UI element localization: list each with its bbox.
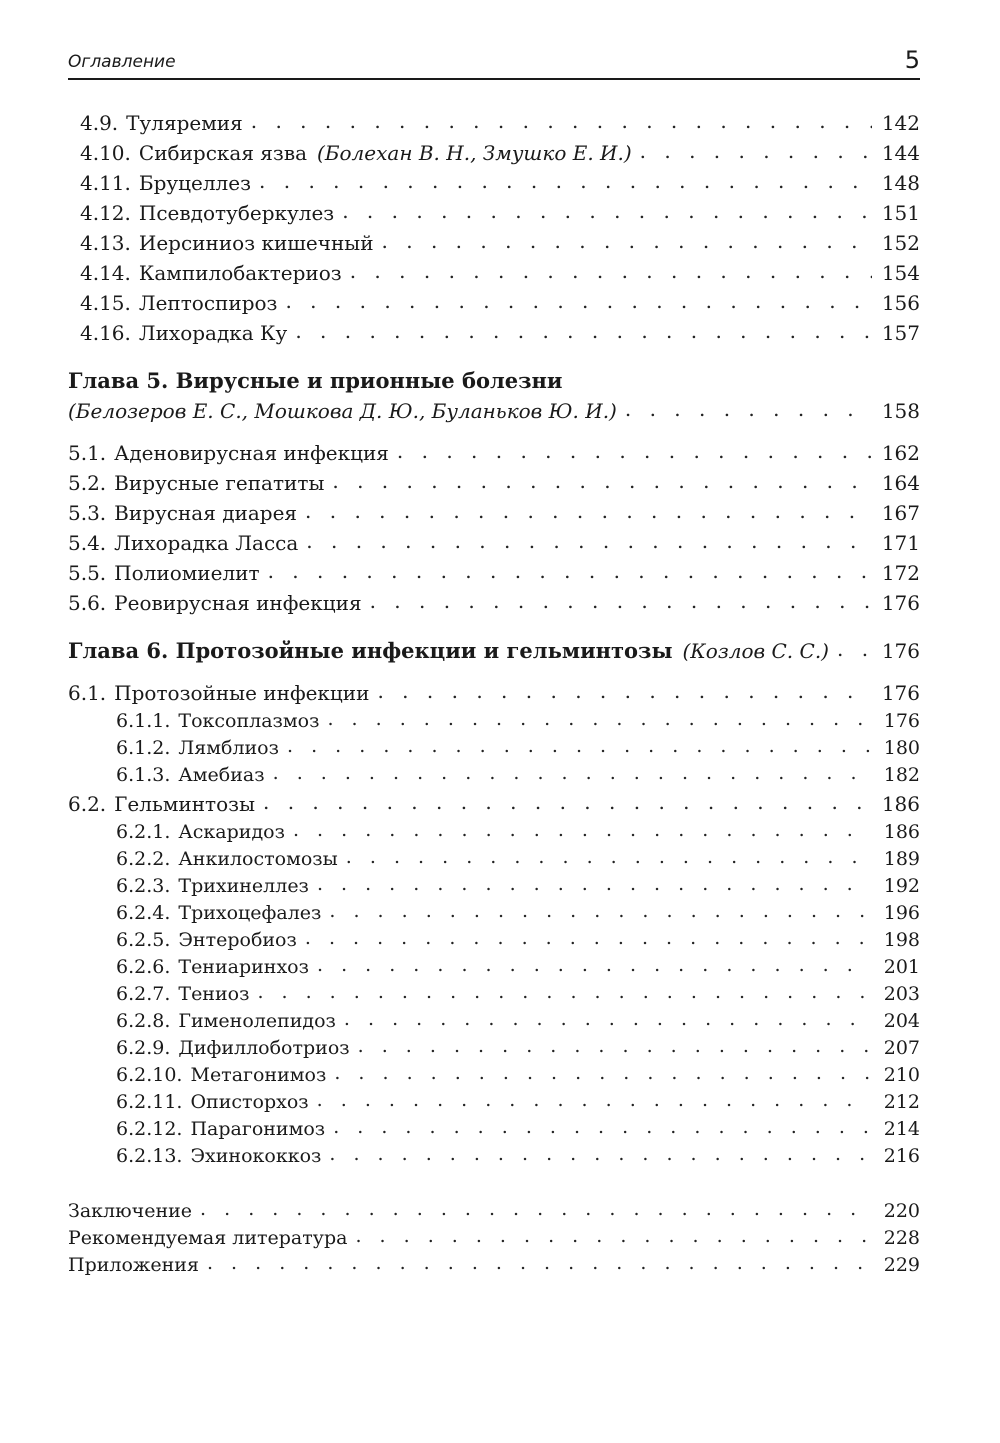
entry-page: 162 <box>881 441 920 465</box>
toc-entry-4-9[interactable]: 4.9. Туляремия . . . 142 <box>68 108 920 138</box>
dot-leader <box>305 925 872 952</box>
entry-title: Иерсиниоз кишечный <box>138 231 374 255</box>
dot-leader <box>358 1033 872 1060</box>
entry-page: 152 <box>881 231 920 255</box>
entry-title: Полиомиелит <box>114 561 260 585</box>
dot-leader <box>640 136 872 166</box>
entry-page: 192 <box>883 875 920 897</box>
chapter-5-authors-row[interactable] <box>68 396 920 426</box>
dot-leader <box>287 733 872 760</box>
toc-entry-6-2-6[interactable]: 6.2.6. Тениаринхоз . . . 201 <box>68 954 920 981</box>
entry-title: Трихоцефалез <box>178 902 322 924</box>
entry-title: Трихинеллез <box>178 875 309 897</box>
toc-entry-appendices[interactable] <box>68 1252 920 1279</box>
entry-title: Сибирская язва <box>138 141 308 165</box>
dot-leader <box>305 496 872 526</box>
entry-title: Рекомендуемая литература <box>68 1227 348 1249</box>
dot-leader <box>327 706 872 733</box>
entry-page: 171 <box>881 531 920 555</box>
entry-page: 148 <box>881 171 920 195</box>
entry-page: 201 <box>883 956 920 978</box>
entry-page: 216 <box>883 1145 920 1167</box>
entry-title: Тениоз <box>178 983 250 1005</box>
entry-page: 167 <box>881 501 920 525</box>
entry-author: (Болехан В. Н., Змушко Е. И.) <box>317 141 632 165</box>
dot-leader <box>333 1114 872 1141</box>
toc-entry-5-6[interactable]: 5.6. Реовирусная инфекция . . . 176 <box>68 588 920 618</box>
dot-leader <box>837 634 872 664</box>
entry-page: 158 <box>881 399 920 423</box>
dot-leader <box>346 844 872 871</box>
chapter-5-title[interactable]: Глава 5. Вирусные и прионные болезни <box>68 368 563 393</box>
toc-entry-6-2-5[interactable]: 6.2.5. Энтеробиоз . . . 198 <box>68 927 920 954</box>
toc-entry-6-2-10[interactable]: 6.2.10. Метагонимоз . . . 210 <box>68 1062 920 1089</box>
entry-title: Тениаринхоз <box>178 956 309 978</box>
dot-leader <box>200 1196 872 1223</box>
toc-entry-4-13[interactable]: 4.13. Иерсиниоз кишечный . . . 152 <box>68 228 920 258</box>
entry-title: Анкилостомозы <box>178 848 338 870</box>
entry-title: Дифиллоботриоз <box>178 1037 350 1059</box>
toc-entry-references[interactable] <box>68 1225 920 1252</box>
toc-entry-6-2-7[interactable]: 6.2.7. Тениоз . . . 203 <box>68 981 920 1008</box>
entry-page: 154 <box>881 261 920 285</box>
toc-entry-6-2-8[interactable]: 6.2.8. Гименолепидоз . . . 204 <box>68 1008 920 1035</box>
entry-title: Вирусные гепатиты <box>114 471 325 495</box>
entry-title: Энтеробиоз <box>178 929 297 951</box>
entry-page: 210 <box>883 1064 920 1086</box>
toc-entry-4-12[interactable]: 4.12. Псевдотуберкулез . . . 151 <box>68 198 920 228</box>
entry-title: Гименолепидоз <box>178 1010 336 1032</box>
entry-page: 228 <box>883 1227 920 1249</box>
dot-leader <box>295 316 872 346</box>
dot-leader <box>273 760 872 787</box>
entry-page: 207 <box>883 1037 920 1059</box>
dot-leader <box>285 286 872 316</box>
entry-page: 176 <box>883 710 920 732</box>
toc-entry-6-2[interactable]: 6.2. Гельминтозы . . . 186 <box>68 789 920 819</box>
entry-page: 214 <box>883 1118 920 1140</box>
toc-entry-4-15[interactable]: 4.15. Лептоспироз . . . 156 <box>68 288 920 318</box>
toc-entry-6-2-1[interactable]: 6.2.1. Аскаридоз . . . 186 <box>68 819 920 846</box>
entry-title: Метагонимоз <box>190 1064 327 1086</box>
page-number: 5 <box>904 46 920 74</box>
entry-title: Описторхоз <box>190 1091 309 1113</box>
entry-title: Аскаридоз <box>178 821 285 843</box>
entry-page: 176 <box>881 591 920 615</box>
dot-leader <box>268 556 872 586</box>
table-of-contents <box>68 108 920 1279</box>
chapter-6-title: Глава 6. Протозойные инфекции и гельминтозы <box>68 638 673 663</box>
dot-leader <box>342 196 872 226</box>
dot-leader <box>263 787 872 817</box>
entry-title: Аденовирусная инфекция <box>114 441 389 465</box>
chapter-authors: (Белозеров Е. С., Мошкова Д. Ю., Буланьков Ю. И.) <box>68 399 617 423</box>
toc-entry-6-2-13[interactable]: 6.2.13. Эхинококкоз . . . 216 <box>68 1143 920 1170</box>
entry-page: 157 <box>881 321 920 345</box>
entry-page: 180 <box>883 737 920 759</box>
toc-entry-6-1[interactable]: 6.1. Протозойные инфекции . . . 176 <box>68 678 920 708</box>
entry-title: Лихорадка Ку <box>138 321 288 345</box>
entry-page: 164 <box>881 471 920 495</box>
dot-leader <box>332 466 872 496</box>
entry-title: Лептоспироз <box>138 291 278 315</box>
dot-leader <box>293 817 872 844</box>
entry-title: Реовирусная инфекция <box>114 591 362 615</box>
entry-title: Бруцеллез <box>138 171 252 195</box>
dot-leader <box>317 952 872 979</box>
entry-title: Амебиаз <box>178 764 265 786</box>
entry-page: 229 <box>883 1254 920 1276</box>
toc-entry-4-10[interactable]: 4.10. Сибирская язва (Болехан В. Н., Змушко Е. И.) . . . 144 <box>68 138 920 168</box>
entry-title: Протозойные инфекции <box>114 681 370 705</box>
toc-entry-6-2-12[interactable]: 6.2.12. Парагонимоз . . . 214 <box>68 1116 920 1143</box>
entry-title: Вирусная диарея <box>114 501 298 525</box>
toc-entry-4-16[interactable]: 4.16. Лихорадка Ку . . . 157 <box>68 318 920 348</box>
entry-page: 212 <box>883 1091 920 1113</box>
entry-page: 186 <box>883 821 920 843</box>
toc-entry-5-3[interactable]: 5.3. Вирусная диарея . . . 167 <box>68 498 920 528</box>
entry-page: 186 <box>881 792 920 816</box>
toc-entry-6-2-3[interactable]: 6.2.3. Трихинеллез . . . 192 <box>68 873 920 900</box>
entry-title: Эхинококкоз <box>190 1145 322 1167</box>
dot-leader <box>317 871 872 898</box>
entry-page: 176 <box>881 639 920 663</box>
dot-leader <box>329 898 872 925</box>
toc-entry-6-2-4[interactable]: 6.2.4. Трихоцефалез . . . 196 <box>68 900 920 927</box>
toc-entry-6-2-11[interactable]: 6.2.11. Описторхоз . . . 212 <box>68 1089 920 1116</box>
entry-title: Лихорадка Ласса <box>114 531 299 555</box>
entry-page: 176 <box>881 681 920 705</box>
entry-page: 151 <box>881 201 920 225</box>
entry-title: Туляремия <box>126 111 243 135</box>
entry-title: Гельминтозы <box>114 792 255 816</box>
entry-page: 203 <box>883 983 920 1005</box>
dot-leader <box>625 394 872 424</box>
dot-leader <box>334 1060 872 1087</box>
entry-title: Приложения <box>68 1254 199 1276</box>
entry-page: 182 <box>883 764 920 786</box>
running-title: Оглавление <box>68 52 176 72</box>
toc-entry-6-1-1[interactable]: 6.1.1. Токсоплазмоз . . . 176 <box>68 708 920 735</box>
dot-leader <box>350 256 872 286</box>
entry-page: 172 <box>881 561 920 585</box>
entry-page: 144 <box>881 141 920 165</box>
dot-leader <box>329 1141 872 1168</box>
toc-entry-5-5[interactable]: 5.5. Полиомиелит . . . 172 <box>68 558 920 588</box>
entry-page: 198 <box>883 929 920 951</box>
toc-entry-5-4[interactable]: 5.4. Лихорадка Ласса . . . 171 <box>68 528 920 558</box>
toc-entry-6-1-3[interactable]: 6.1.3. Амебиаз . . . 182 <box>68 762 920 789</box>
entry-page: 156 <box>881 291 920 315</box>
toc-entry-6-2-2[interactable]: 6.2.2. Анкилостомозы . . . 189 <box>68 846 920 873</box>
page-header <box>68 40 920 80</box>
dot-leader <box>355 1223 872 1250</box>
dot-leader <box>207 1250 872 1277</box>
entry-title: Парагонимоз <box>190 1118 326 1140</box>
entry-title: Кампилобактериоз <box>138 261 342 285</box>
entry-title: Лямблиоз <box>178 737 279 759</box>
entry-title: Псевдотуберкулез <box>138 201 335 225</box>
dot-leader <box>317 1087 872 1114</box>
toc-entry-4-14[interactable]: 4.14. Кампилобактериоз . . . 154 <box>68 258 920 288</box>
dot-leader <box>344 1006 872 1033</box>
dot-leader <box>257 979 872 1006</box>
entry-page: 204 <box>883 1010 920 1032</box>
chapter-authors: (Козлов С. С.) <box>682 639 829 663</box>
entry-title: Заключение <box>68 1200 193 1222</box>
toc-entry-conclusion[interactable] <box>68 1198 920 1225</box>
chapter-6-row[interactable] <box>68 636 920 666</box>
toc-entry-5-1[interactable]: 5.1. Аденовирусная инфекция . . . 162 <box>68 438 920 468</box>
entry-page: 142 <box>881 111 920 135</box>
dot-leader <box>251 106 872 136</box>
dot-leader <box>382 226 872 256</box>
entry-page: 189 <box>883 848 920 870</box>
dot-leader <box>377 676 872 706</box>
entry-page: 196 <box>883 902 920 924</box>
toc-entry-6-2-9[interactable]: 6.2.9. Дифиллоботриоз . . . 207 <box>68 1035 920 1062</box>
toc-entry-6-1-2[interactable]: 6.1.2. Лямблиоз . . . 180 <box>68 735 920 762</box>
dot-leader <box>306 526 872 556</box>
entry-page: 220 <box>883 1200 920 1222</box>
toc-entry-5-2[interactable]: 5.2. Вирусные гепатиты . . . 164 <box>68 468 920 498</box>
entry-title: Токсоплазмоз <box>178 710 320 732</box>
dot-leader <box>397 436 872 466</box>
toc-entry-4-11[interactable]: 4.11. Бруцеллез . . . 148 <box>68 168 920 198</box>
dot-leader <box>370 586 872 616</box>
dot-leader <box>259 166 872 196</box>
